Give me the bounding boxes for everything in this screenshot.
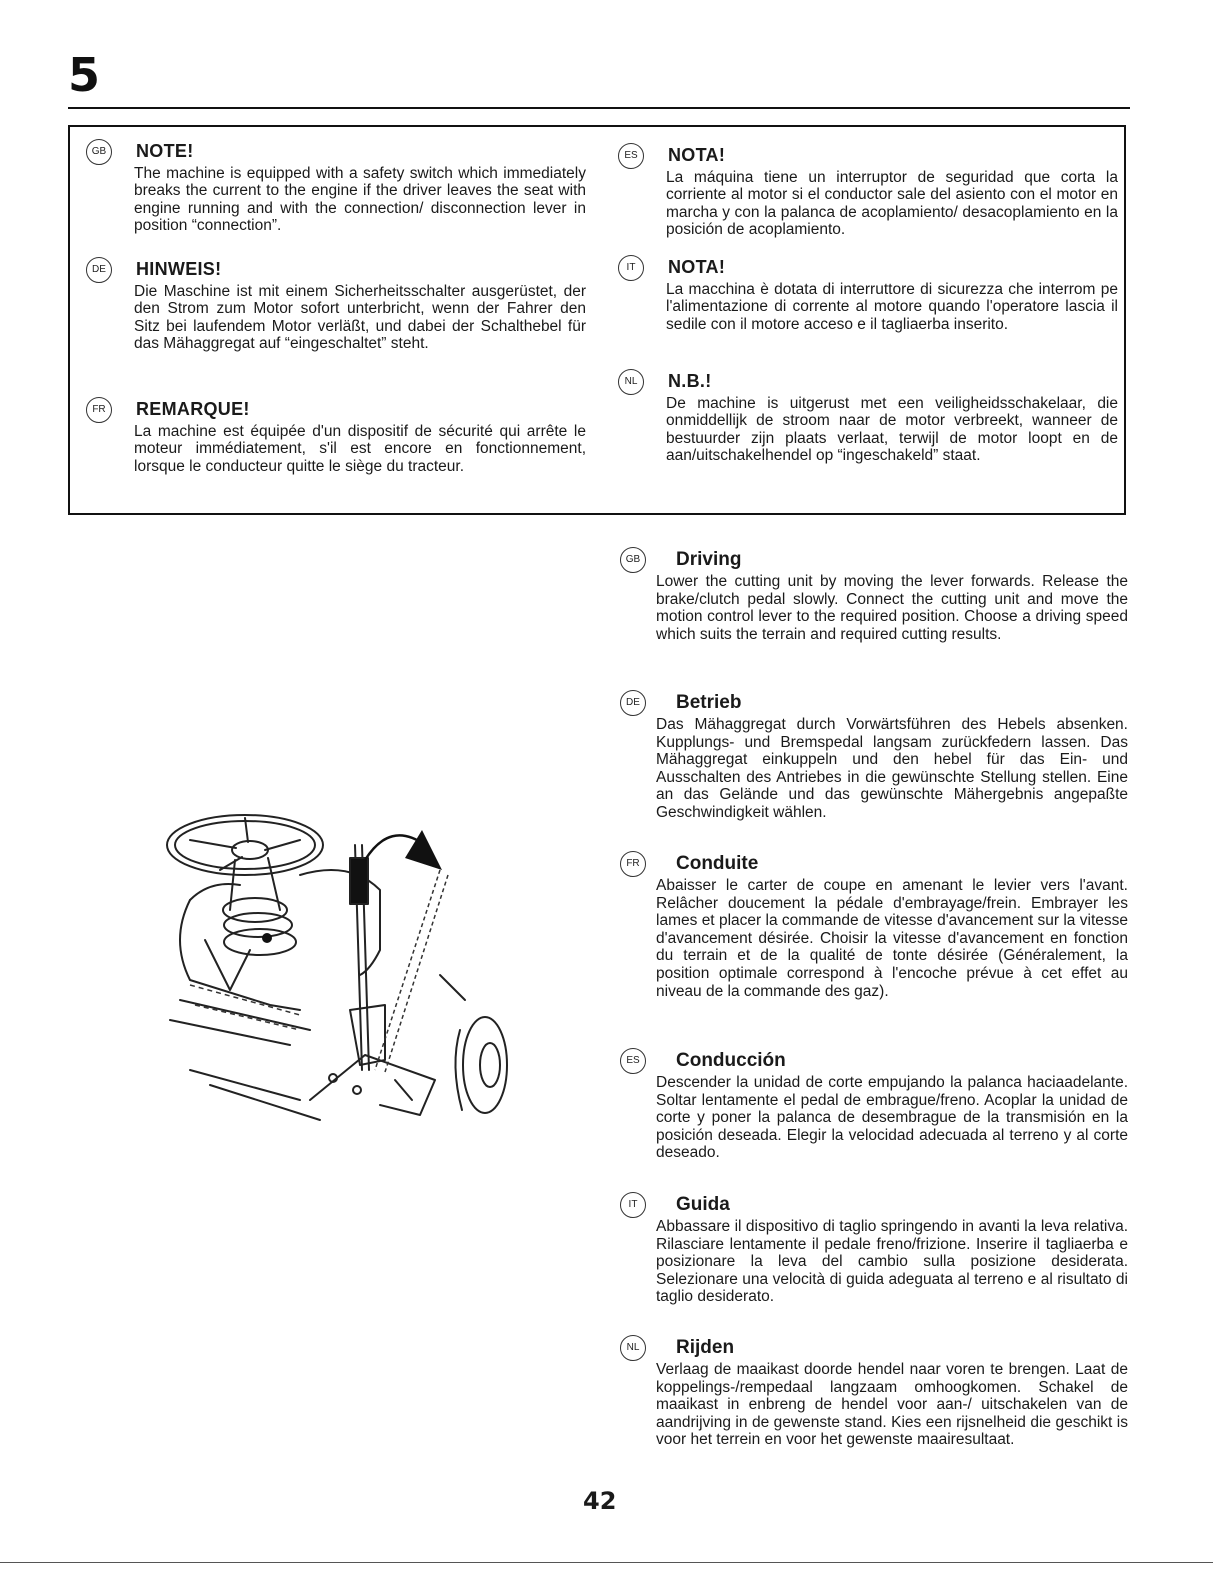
- note-heading: N.B.!: [668, 371, 712, 391]
- section-heading: Conduite: [676, 853, 759, 874]
- lang-badge-icon: FR: [86, 397, 112, 423]
- note-text: La macchina è dotata di interruttore di sicurezza che interrom pe l'alimentazione di corrente al motore quando l'operatore lascia il sedile con il motore acceso e il tagliaerba inserito.: [666, 281, 1118, 333]
- lang-badge-icon: FR: [620, 851, 646, 877]
- section-text: Verlaag de maaikast doorde hendel naar voren te brengen. Laat de koppelings-/rempedaal langzaam omhoogkomen. Schakel de maaikast in enbreng de hendel voor aan-/ uitschakelen van de aandrijving in de gewenste stand. Kies een rijsnelheid die geschikt is voor het terrein en voor het gewenste maairesultaat.: [656, 1361, 1128, 1449]
- note-nl: [618, 369, 1118, 494]
- note-heading: REMARQUE!: [136, 399, 250, 419]
- note-text: La machine est équipée d'un dispositif de sécurité qui arrête le moteur immédiatement, s'il est encore en fonctionnement, lorsque le conducteur quitte le siège du tracteur.: [134, 423, 586, 475]
- note-es: [618, 143, 1118, 248]
- lang-badge-icon: GB: [86, 139, 112, 165]
- lang-badge-icon: NL: [620, 1335, 646, 1361]
- note-text: Die Maschine ist mit einem Sicherheitsschalter ausgerüstet, der den Strom zum Motor sofort unterbricht, wenn der Fahrer den Sitz bei laufendem Motor verläßt, und dabei der Schalthebel für das Mähaggregat auf “eingeschaltet” steht.: [134, 283, 586, 353]
- note-fr: [86, 397, 586, 487]
- section-heading: Rijden: [676, 1337, 735, 1358]
- section-heading: Driving: [676, 549, 742, 570]
- section-text: Descender la unidad de corte empujando la palanca haciaadelante. Soltar lentamente el pedal de embrague/freno. Acoplar la unidad de corte y poner la palanca de desembrague de la transmisión en la posición deseada. Elegir la velocidad adecuada al terreno y al corte deseado.: [656, 1074, 1128, 1162]
- lang-badge-icon: DE: [86, 257, 112, 283]
- chapter-number: 5: [68, 48, 101, 102]
- section-text: Lower the cutting unit by moving the lever forwards. Release the brake/clutch pedal slowly. Connect the cutting unit and move the motion control lever to the required position. Choose a driving speed which suits the terrain and required cutting results.: [656, 573, 1128, 643]
- lang-badge-icon: ES: [620, 1048, 646, 1074]
- section-heading: Conducción: [676, 1050, 786, 1071]
- lang-badge-icon: ES: [618, 143, 644, 169]
- note-it: [618, 255, 1118, 360]
- section-text: Abbassare il dispositivo di taglio springendo in avanti la leva relativa. Rilasciare lentamente il pedale freno/frizione. Inserire il tagliaerba e posizionare la leva del cambio sulla posizione desiderata. Selezionare una velocità di guida adeguata al terreno e al risultato di taglio desiderato.: [656, 1218, 1128, 1306]
- note-text: De machine is uitgerust met een veiligheidsschakelaar, die onmiddellijk de stroom naar de motor verbreekt, wanneer de bestuurder zijn plaats verlaat, terwijl de motor loopt en de aan/uitschakelhendel op “ingeschakeld” staat.: [666, 395, 1118, 465]
- safety-note-box: [68, 125, 1126, 515]
- section-text: Das Mähaggregat durch Vorwärtsführen des Hebels absenken. Kupplungs- und Bremspedal langsam zurückfedern lassen. Das Mähaggregat einkuppeln und den hebel für das Ein- und Ausschalten des Antriebes in die gewünschte Stellung stellen. Eine an das Gelände und das gewünschte Mähergebnis angepaßte Geschwindigkeit wählen.: [656, 716, 1128, 821]
- page-number: 42: [583, 1487, 617, 1515]
- note-text: La máquina tiene un interruptor de seguridad que corta la corriente al motor si el conductor sale del asiento con el motor en marcha y con la palanca de acoplamiento/ desacoplamiento en la posición de acoplamiento.: [666, 169, 1118, 239]
- note-de: [86, 257, 586, 382]
- header-rule: [68, 107, 1130, 109]
- note-gb: [86, 139, 586, 249]
- note-heading: HINWEIS!: [136, 259, 222, 279]
- lang-badge-icon: GB: [620, 547, 646, 573]
- section-text: Abaisser le carter de coupe en amenant le levier vers l'avant. Relâcher doucement la pédale d'embrayage/frein. Embrayer les lames et placer la commande de vitesse d'avancement sur la vitesse d'avancement désirée. Choisir la vitesse d'avancement en fonction du terrain et de la qualité de tonte désirée (Généralement, la position optimale correspond à l'encoche prévue à cet effet au niveau de la commande des gaz).: [656, 877, 1128, 1000]
- section-heading: Betrieb: [676, 692, 742, 713]
- tractor-lever-illustration: [150, 800, 510, 1130]
- footer-rule: [0, 1562, 1213, 1563]
- note-heading: NOTA!: [668, 145, 726, 165]
- note-heading: NOTE!: [136, 141, 194, 161]
- lang-badge-icon: NL: [618, 369, 644, 395]
- lang-badge-icon: IT: [618, 255, 644, 281]
- note-text: The machine is equipped with a safety switch which immediately breaks the current to the engine if the driver leaves the seat with engine running and with the connection/ disconnection lever in position “connection”.: [134, 165, 586, 235]
- lang-badge-icon: DE: [620, 690, 646, 716]
- lang-badge-icon: IT: [620, 1192, 646, 1218]
- section-heading: Guida: [676, 1194, 730, 1215]
- note-heading: NOTA!: [668, 257, 726, 277]
